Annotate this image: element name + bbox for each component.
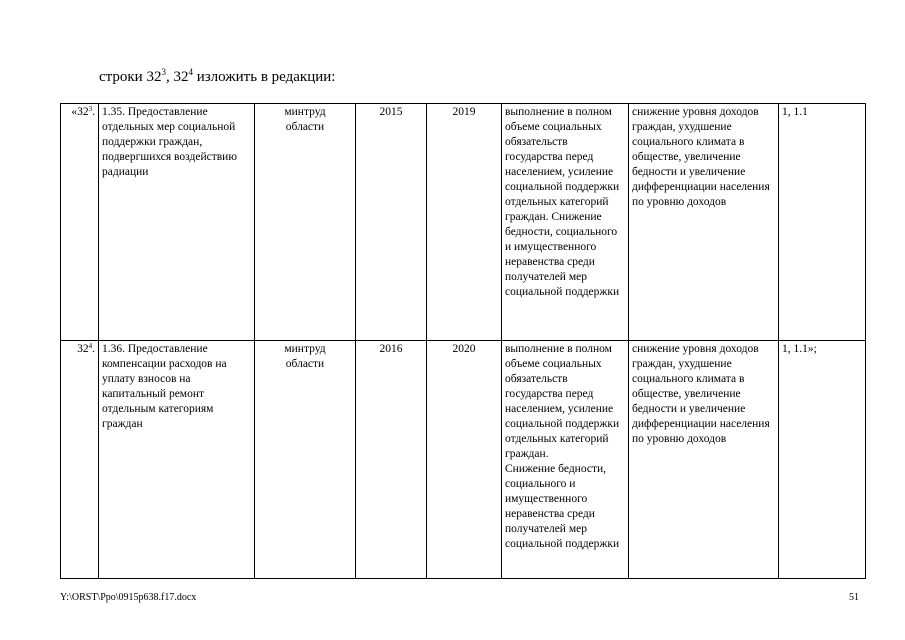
end-year: 2019 [427,104,502,341]
indicators: 1, 1.1»; [779,341,866,579]
intro-suffix: изложить в редакции: [192,69,336,85]
executor: минтруд области [255,341,356,579]
consequences: снижение уровня доходов граждан, ухудшение социального климата в обществе, увеличение бедности и увеличение дифференциации населения по уровню доходов [629,104,779,341]
measure-name: 1.35. Предоставление отдельных мер социальной поддержки граждан, подвергшихся воздействию радиации [99,104,255,341]
start-year: 2015 [356,104,427,341]
expected-result: выполнение в полном объеме социальных обязательств государства перед населением, усиление социальной поддержки отдельных категорий граждан. Снижение бедности, социального и имущественного неравенства среди получателей мер социальной поддержки [502,104,629,341]
executor: минтруд области [255,104,356,341]
row-number: $32^4$. [61,341,99,579]
table-row [61,104,866,341]
table-row [61,341,866,579]
start-year: 2016 [356,341,427,579]
intro-sup-1: 3 [161,67,166,77]
expected-result: выполнение в полном объеме социальных обязательств государства перед населением, усиление социальной поддержки отдельных категорий граждан. Снижение бедности, социального и имущественного неравенства среди получателей мер социальной поддержки [502,341,629,579]
intro-middle: , 32 [165,69,189,85]
footer-file-path: Y:\ORST\Ppo\0915p638.f17.docx [60,592,197,603]
consequences: снижение уровня доходов граждан, ухудшение социального климата в обществе, увеличение бедности и увеличение дифференциации населения по уровню доходов [629,341,779,579]
page-number: 51 [849,592,859,603]
program-table [60,103,866,579]
measure-name: 1.36. Предоставление компенсации расходов на уплату взносов на капитальный ремонт отдельным категориям граждан [99,341,255,579]
intro-prefix: строки 32 [99,69,162,85]
intro-sup-2: 4 [188,67,193,77]
indicators: 1, 1.1 [779,104,866,341]
end-year: 2020 [427,341,502,579]
row-number: «$32^3$. [61,104,99,341]
intro-text [99,68,335,86]
